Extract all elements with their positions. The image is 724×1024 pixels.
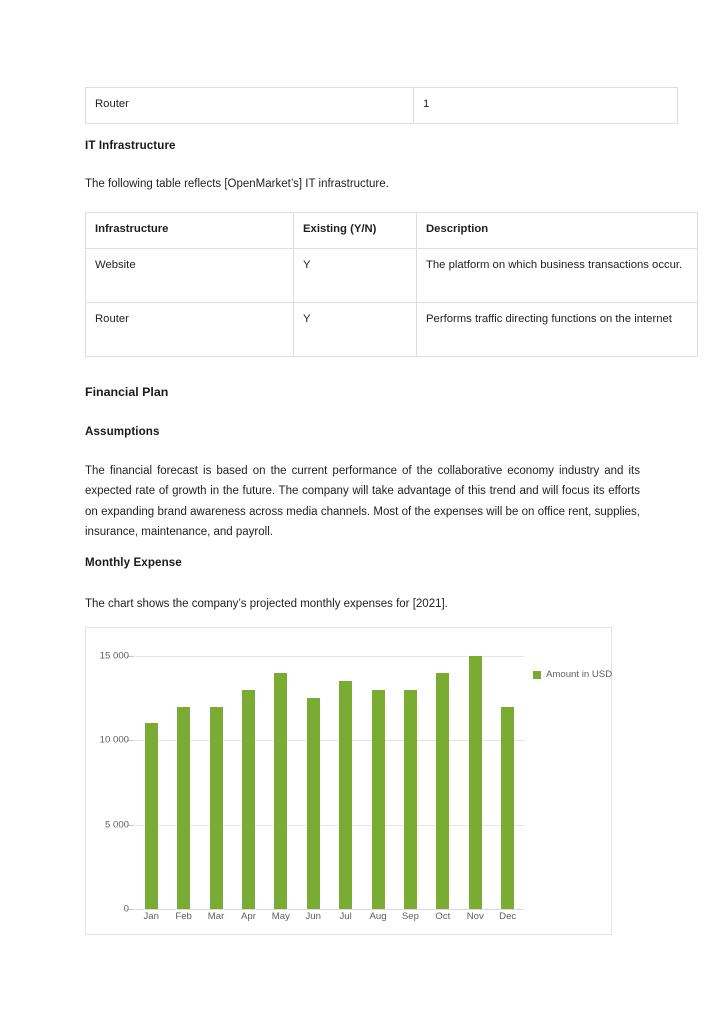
column-header-description: Description (417, 213, 698, 249)
it-infrastructure-table (85, 212, 698, 357)
x-axis-label: Nov (466, 911, 484, 922)
x-axis-label: Jun (305, 911, 321, 922)
infrastructure-description-cell: The platform on which business transactions occur. (417, 248, 698, 302)
column-header-infrastructure: Infrastructure (86, 213, 294, 249)
bar-slot (459, 642, 491, 909)
legend-label: Amount in USD (546, 669, 613, 680)
y-axis-label: 10 000 (99, 734, 129, 746)
x-axis-label: Apr (240, 911, 256, 922)
bar-jan (145, 723, 158, 909)
bar-may (274, 673, 287, 909)
chart-legend (533, 669, 612, 680)
bar-oct (436, 673, 449, 909)
bar-slot (330, 642, 362, 909)
bar-sep (404, 690, 417, 909)
bar-slot (168, 642, 200, 909)
bar-slot (232, 642, 264, 909)
bar-dec (501, 707, 514, 909)
x-axis-label: May (271, 911, 290, 922)
router-name-cell: Router (86, 88, 414, 124)
x-axis-label: Oct (435, 911, 451, 922)
it-infrastructure-intro: The following table reflects [OpenMarket’s] IT infrastructure. (85, 178, 389, 190)
monthly-expense-heading: Monthly Expense (85, 556, 182, 569)
table-header-row (86, 213, 698, 249)
y-axis-label: 5 000 (104, 819, 129, 831)
y-axis-label: 15 000 (99, 650, 129, 662)
x-axis-label: Dec (499, 911, 517, 922)
assumptions-paragraph: The financial forecast is based on the current performance of the collaborative economy industry and its expected rate of growth in the future. The company will take advantage of this trend and will focus its efforts on expanding brand awareness across media channels. Most of the expenses will be on office rent, supplies, insurance, maintenance, and payroll. (85, 465, 640, 539)
x-axis-label: Jul (339, 911, 352, 922)
column-header-existing: Existing (Y/N) (294, 213, 417, 249)
infrastructure-description-cell: Performs traffic directing functions on the internet (417, 302, 698, 356)
bar-slot (200, 642, 232, 909)
assumptions-heading: Assumptions (85, 425, 160, 438)
x-axis-label: Feb (175, 911, 192, 922)
bar-nov (469, 656, 482, 909)
table-row (86, 88, 678, 124)
router-count-cell: 1 (414, 88, 678, 124)
chart-bars (135, 642, 524, 909)
bar-jun (307, 698, 320, 909)
legend-swatch-icon (533, 671, 541, 679)
bar-feb (177, 707, 190, 909)
chart-x-axis-labels (135, 911, 524, 922)
bar-jul (339, 681, 352, 909)
x-axis-label: Jan (143, 911, 159, 922)
infrastructure-name-cell: Router (86, 302, 294, 356)
bar-slot (265, 642, 297, 909)
router-count-table (85, 87, 678, 124)
bar-slot (492, 642, 524, 909)
x-axis-label: Aug (369, 911, 387, 922)
bar-slot (427, 642, 459, 909)
bar-apr (242, 690, 255, 909)
bar-aug (372, 690, 385, 909)
infrastructure-existing-cell: Y (294, 302, 417, 356)
bar-slot (394, 642, 426, 909)
infrastructure-existing-cell: Y (294, 248, 417, 302)
bar-slot (135, 642, 167, 909)
table-row (86, 302, 698, 356)
financial-plan-heading: Financial Plan (85, 385, 169, 399)
x-axis-label: Mar (207, 911, 225, 922)
it-infrastructure-heading: IT Infrastructure (85, 139, 176, 152)
gridline (135, 909, 524, 910)
chart-plot-area (99, 642, 524, 915)
bar-slot (297, 642, 329, 909)
table-row (86, 248, 698, 302)
x-axis-label: Sep (401, 911, 419, 922)
infrastructure-name-cell: Website (86, 248, 294, 302)
bar-mar (210, 707, 223, 909)
monthly-expense-chart (85, 627, 612, 935)
bar-slot (362, 642, 394, 909)
y-axis-label: 0 (123, 903, 129, 915)
monthly-expense-caption: The chart shows the company’s projected monthly expenses for [2021]. (85, 598, 448, 610)
